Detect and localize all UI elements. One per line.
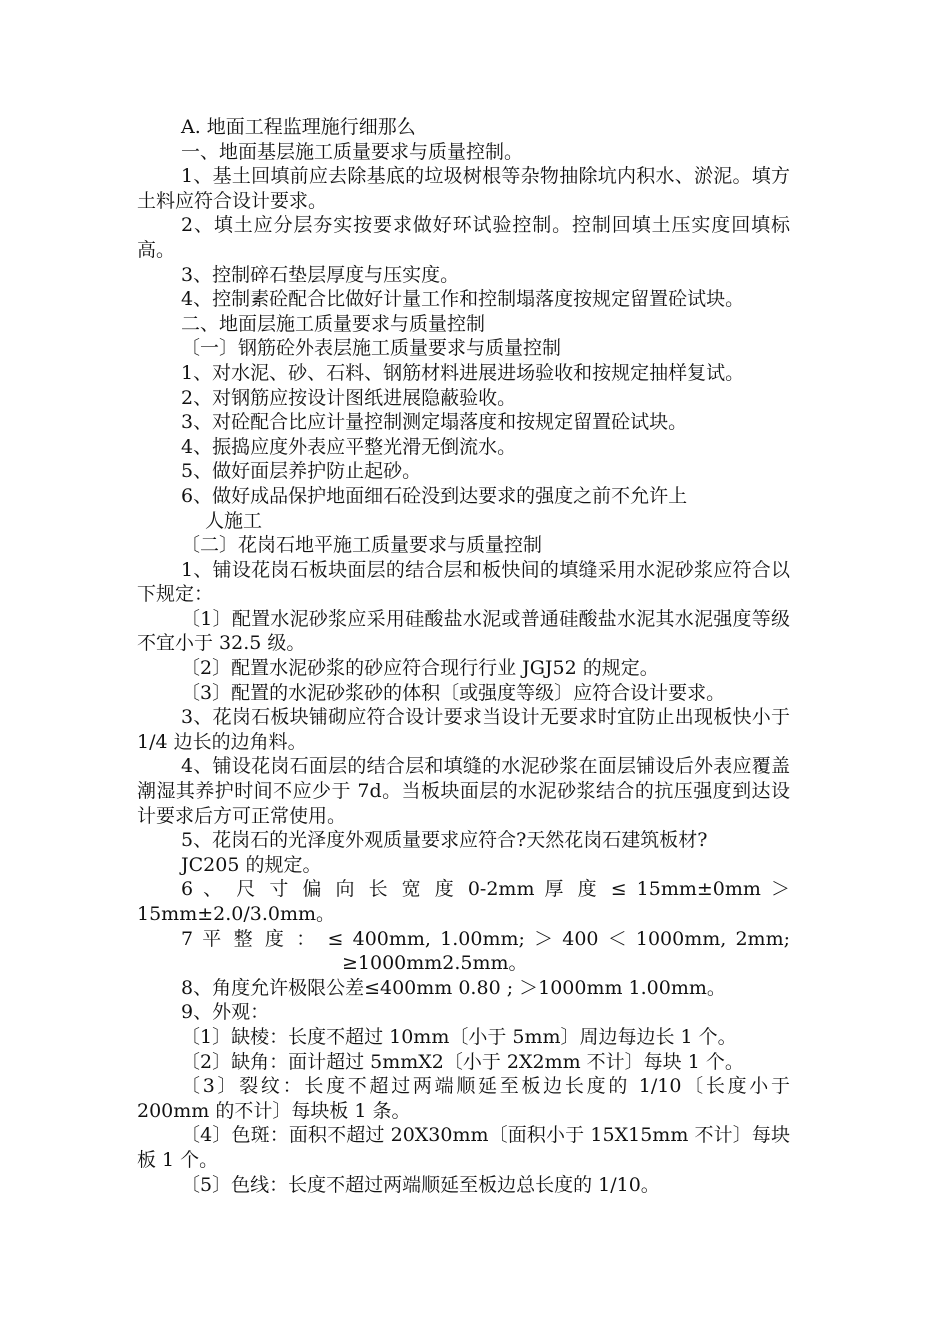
paragraph: 6 、 尺 寸 偏 向 长 宽 度 0-2mm 厚 度 ≤ 15mm±0mm ＞ bbox=[181, 878, 790, 901]
paragraph: 〔4〕色斑：面积不超过 20X30mm〔面积小于 15X15mm 不计〕每块板 1 个。 bbox=[137, 1124, 790, 1171]
section-heading-2: 二、地面层施工质量要求与质量控制 bbox=[181, 312, 486, 335]
paragraph: 3、控制碎石垫层厚度与压实度。 bbox=[181, 263, 460, 286]
paragraph-continuation: JC205 的规定。 bbox=[181, 853, 322, 876]
paragraph: 4、铺设花岗石面层的结合层和填缝的水泥砂浆在面层铺设后外表应覆盖潮湿其养护时间不应少于 7d。当板块面层的水泥砂浆结合的抗压强度到达设计要求后方可正常使用。 bbox=[137, 755, 790, 827]
paragraph: 〔1〕缺棱：长度不超过 10mm〔小于 5mm〕周边每边长 1 个。 bbox=[181, 1025, 737, 1048]
subsection-heading-1: 〔一〕钢筋砼外表层施工质量要求与质量控制 bbox=[181, 337, 562, 360]
paragraph: 2、对钢筋应按设计图纸进展隐蔽验收。 bbox=[181, 386, 517, 409]
paragraph-continuation: 人施工 bbox=[205, 509, 263, 532]
paragraph: 9、外观： bbox=[181, 1001, 270, 1024]
paragraph: 5、花岗石的光泽度外观质量要求应符合?天然花岗石建筑板材? bbox=[181, 829, 708, 852]
paragraph-continuation: 15mm±2.0/3.0mm。 bbox=[137, 903, 335, 925]
section-heading-1: 一、地面基层施工质量要求与质量控制。 bbox=[181, 140, 524, 163]
paragraph: 1、对水泥、砂、石料、钢筋材料进展进场验收和按规定抽样复试。 bbox=[181, 361, 745, 384]
paragraph: 6、做好成品保护地面细石砼没到达要求的强度之前不允许上 bbox=[181, 484, 688, 507]
paragraph-continuation: ≥1000mm2.5mm。 bbox=[342, 952, 528, 975]
paragraph: 4、振捣应度外表应平整光滑无倒流水。 bbox=[181, 435, 517, 458]
paragraph: 8、角度允许极限公差≤400mm 0.80 ; ＞1000mm 1.00mm。 bbox=[181, 976, 726, 999]
paragraph: 1、铺设花岗石板块面层的结合层和板快间的填缝采用水泥砂浆应符合以下规定： bbox=[137, 558, 790, 606]
paragraph: 〔3〕裂纹：长度不超过两端顺延至板边长度的 1/10〔长度小于 200mm 的不计〕每块板 1 条。 bbox=[137, 1075, 790, 1122]
paragraph: 7 平 整 度 ： ≤ 400mm, 1.00mm; ＞ 400 ＜ 1000mm, 2mm; bbox=[181, 927, 790, 950]
document-body bbox=[137, 115, 790, 1197]
paragraph: 1、基土回填前应去除基底的垃圾树根等杂物抽除坑内积水、淤泥。填方土料应符合设计要求。 bbox=[137, 165, 790, 212]
paragraph: 3、花岗石板块铺砌应符合设计要求当设计无要求时宜防止出现板快小于 1/4 边长的边角料。 bbox=[137, 706, 790, 753]
paragraph: 3、对砼配合比应计量控制测定塌落度和按规定留置砼试块。 bbox=[181, 411, 688, 434]
paragraph: 〔1〕配置水泥砂浆应采用硅酸盐水泥或普通硅酸盐水泥其水泥强度等级不宜小于 32.5 级。 bbox=[137, 607, 790, 655]
subsection-heading-2: 〔二〕花岗石地平施工质量要求与质量控制 bbox=[181, 534, 543, 557]
paragraph: 2、填土应分层夯实按要求做好环试验控制。控制回填土压实度回填标高。 bbox=[137, 214, 790, 261]
paragraph: 〔3〕配置的水泥砂浆砂的体积〔或强度等级〕应符合设计要求。 bbox=[181, 681, 726, 704]
doc-title: A. 地面工程监理施行细那么 bbox=[181, 116, 416, 138]
paragraph: 〔2〕缺角：面计超过 5mmX2〔小于 2X2mm 不计〕每块 1 个。 bbox=[181, 1050, 744, 1073]
paragraph: 4、控制素砼配合比做好计量工作和控制塌落度按规定留置砼试块。 bbox=[181, 288, 745, 311]
paragraph: 〔5〕色线：长度不超过两端顺延至板边总长度的 1/10。 bbox=[181, 1173, 660, 1196]
paragraph: 5、做好面层养护防止起砂。 bbox=[181, 460, 422, 483]
paragraph: 〔2〕配置水泥砂浆的砂应符合现行行业 JGJ52 的规定。 bbox=[181, 657, 659, 680]
